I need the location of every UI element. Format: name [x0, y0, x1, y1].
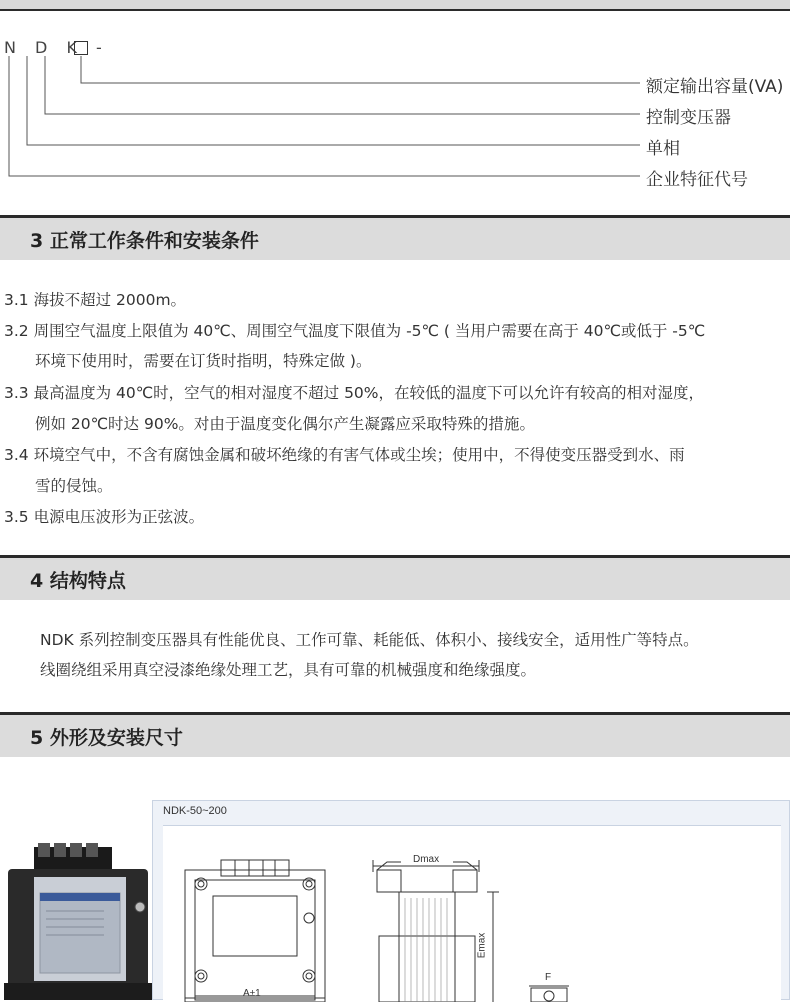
- features-line-1: NDK 系列控制变压器具有性能优良、工作可靠、耗能低、体积小、接线安全，适用性广等特点。: [40, 631, 699, 649]
- section-5-title: 5 外形及安装尺寸: [30, 727, 183, 749]
- condition-3-3-cont: 例如 20℃时达 90%。对由于温度变化偶尔产生凝露应采取特殊的措施。: [35, 415, 535, 433]
- condition-3-2-cont: 环境下使用时，需要在订货时指明，特殊定做 )。: [35, 352, 372, 370]
- condition-3-1: 3.1 海拔不超过 2000m。: [4, 291, 187, 309]
- condition-3-5: 3.5 电源电压波形为正弦波。: [4, 508, 205, 526]
- section-5-header: [0, 712, 790, 757]
- label-single-phase: 单相: [646, 139, 680, 159]
- section-3-header: [0, 215, 790, 260]
- dimension-drawing-svg: [163, 826, 781, 1002]
- dim-a-label: A±1: [243, 988, 261, 999]
- condition-3-3: 3.3 最高温度为 40℃时，空气的相对湿度不超过 50%，在较低的温度下可以允许有较高的相对湿度，: [4, 384, 705, 402]
- dim-f-label: F: [545, 972, 552, 983]
- dim-e-label: Emax: [476, 932, 488, 959]
- condition-3-4-cont: 雪的侵蚀。: [35, 477, 113, 495]
- label-rated-capacity: 额定输出容量(VA): [646, 77, 784, 97]
- section-3-title: 3 正常工作条件和安装条件: [30, 230, 259, 252]
- section-4-header: [0, 555, 790, 600]
- drawing-canvas: [163, 825, 781, 1002]
- dimension-drawing: [152, 800, 790, 1000]
- condition-3-2: 3.2 周围空气温度上限值为 40℃、周围空气温度下限值为 -5℃ ( 当用户需要在高于 40℃或低于 -5℃: [4, 322, 706, 340]
- transformer-photo: [4, 843, 152, 1000]
- section-4-title: 4 结构特点: [30, 570, 126, 592]
- model-code-prefix: N D K -: [4, 38, 109, 57]
- drawing-title: NDK-50~200: [163, 805, 227, 817]
- dim-d-label: Dmax: [413, 854, 440, 865]
- features-line-2: 线圈绕组采用真空浸漆绝缘处理工艺，具有可靠的机械强度和绝缘强度。: [40, 661, 537, 679]
- label-enterprise-code: 企业特征代号: [646, 170, 748, 190]
- label-control-transformer: 控制变压器: [646, 108, 731, 128]
- condition-3-4: 3.4 环境空气中，不含有腐蚀金属和破坏绝缘的有害气体或尘埃；使用中，不得使变压器受到水、雨: [4, 446, 685, 464]
